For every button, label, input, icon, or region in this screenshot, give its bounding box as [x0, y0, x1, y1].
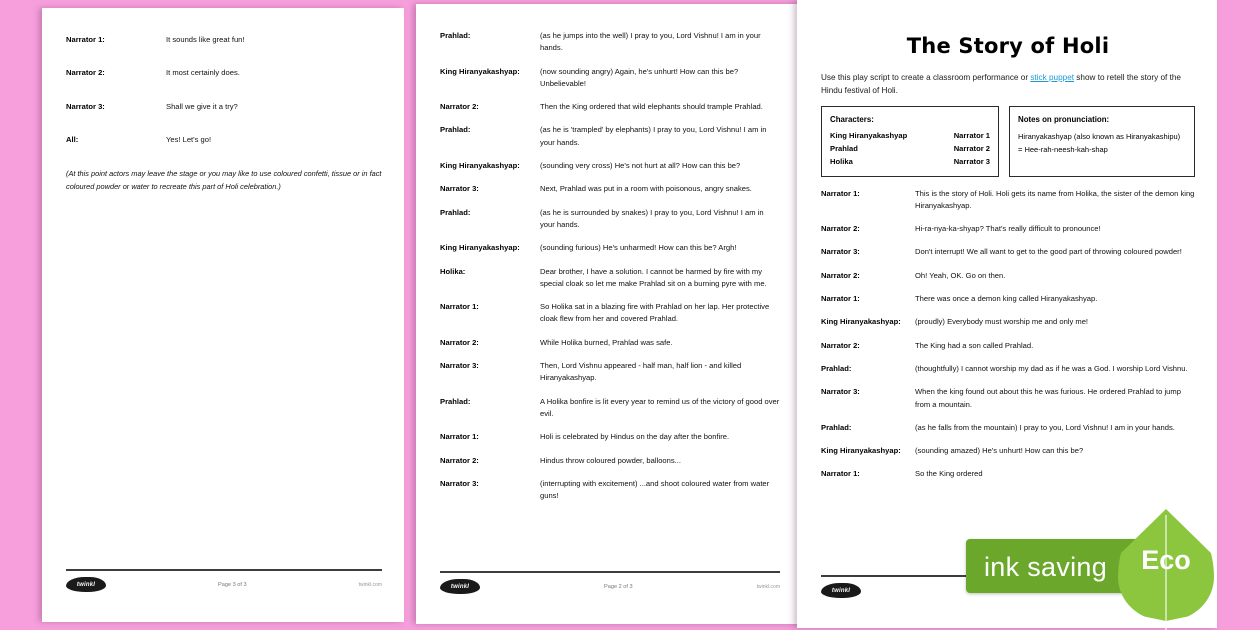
- characters-list: [830, 130, 990, 169]
- characters-box: [821, 106, 999, 176]
- info-box-row: [821, 106, 1195, 176]
- speaker-label: Narrator 3:: [440, 478, 479, 488]
- speaker-label: Narrator 3:: [66, 101, 105, 111]
- site-url: twinkl.com: [756, 583, 780, 590]
- twinkl-logo-icon: [821, 583, 861, 598]
- script-line: [66, 67, 382, 79]
- speech-text: (proudly) Everybody must worship me and only me!: [915, 317, 1089, 327]
- script-line: [440, 478, 780, 503]
- eco-badge-leaf-label: Eco: [1141, 545, 1191, 575]
- script-line: [821, 223, 1195, 235]
- speaker-label: Narrator 1:: [821, 188, 860, 198]
- speaker-label: Holika:: [440, 266, 466, 276]
- speech-text: Holi is celebrated by Hindus on the day after the bonfire.: [540, 432, 730, 442]
- speech-text: So Holika sat in a blazing fire with Prahlad on her lap. Her protective cloak flew from her and covered Prahlad.: [540, 302, 770, 324]
- script-line: [821, 188, 1195, 213]
- speech-text: Then, Lord Vishnu appeared - half man, half lion - and killed Hiranyakashyap.: [540, 361, 742, 383]
- script-line: [821, 363, 1195, 375]
- twinkl-logo-icon: [66, 577, 106, 592]
- script-line: [440, 360, 780, 385]
- script-line: [440, 242, 780, 254]
- site-url: twinkl.com: [358, 581, 382, 588]
- speaker-label: King Hiranyakashyap:: [821, 446, 901, 456]
- script-line: [66, 134, 382, 146]
- script-lines-page-1: [66, 34, 382, 146]
- script-line: [440, 396, 780, 421]
- script-line: [440, 124, 780, 149]
- leaf-icon: [1118, 509, 1214, 621]
- pronunciation-text: Hiranyakashyap (also known as Hiranyakashipu) = Hee-rah-neesh-kah-shap: [1018, 131, 1181, 154]
- speech-text: Shall we give it a try?: [166, 101, 238, 111]
- speaker-label: Narrator 3:: [821, 387, 860, 397]
- script-line: [440, 266, 780, 291]
- script-line: [66, 101, 382, 113]
- speaker-label: Narrator 2:: [440, 102, 479, 112]
- page-1-content: [42, 8, 404, 622]
- script-line: [821, 386, 1195, 411]
- speech-text: This is the story of Holi. Holi gets its name from Holika, the sister of the demon king Hiranyakashyap.: [915, 188, 1195, 210]
- script-line: [440, 455, 780, 467]
- speaker-label: Narrator 2:: [821, 340, 860, 350]
- speech-text: Next, Prahlad was put in a room with poisonous, angry snakes.: [540, 184, 752, 194]
- speaker-label: King Hiranyakashyap:: [821, 317, 901, 327]
- script-line: [440, 431, 780, 443]
- script-line: [821, 293, 1195, 305]
- speech-text: (sounding amazed) He's unhurt! How can this be?: [915, 446, 1084, 456]
- speech-text: When the king found out about this he was furious. He ordered Prahlad to jump from a mountain.: [915, 387, 1181, 409]
- logo-label: twinkl: [450, 583, 470, 590]
- script-line: [440, 30, 780, 55]
- speaker-label: King Hiranyakashyap:: [440, 66, 520, 76]
- character-row: [830, 143, 990, 156]
- characters-heading: Characters:: [830, 115, 874, 125]
- speaker-label: Narrator 2:: [821, 224, 860, 234]
- speech-text: (interrupting with excitement) ...and shoot coloured water from water guns!: [540, 478, 770, 501]
- speaker-label: Narrator 2:: [440, 337, 479, 347]
- script-line: [440, 101, 780, 113]
- speech-text: Then the King ordered that wild elephants should trample Prahlad.: [540, 102, 763, 112]
- speech-text: It sounds like great fun!: [166, 35, 245, 44]
- document-page-2[interactable]: [416, 4, 802, 624]
- script-line: [821, 270, 1195, 282]
- page-2-footer: [440, 571, 780, 594]
- document-page-1[interactable]: [42, 8, 404, 622]
- script-line: [440, 66, 780, 91]
- speaker-label: Narrator 3:: [440, 361, 479, 371]
- speaker-label: Prahlad:: [440, 125, 471, 135]
- ink-saving-eco-badge: [966, 531, 1228, 597]
- speech-text: Oh! Yeah, OK. Go on then.: [915, 270, 1006, 280]
- script-line: [821, 340, 1195, 352]
- speaker-label: Narrator 1:: [440, 302, 479, 312]
- speech-text: It most certainly does.: [166, 68, 240, 78]
- eco-badge-bar-label: ink saving: [984, 552, 1108, 582]
- speaker-label: Narrator 1:: [821, 469, 860, 479]
- pronunciation-box: [1009, 106, 1195, 176]
- speaker-label: Prahlad:: [440, 31, 471, 40]
- speech-text: (sounding very cross) He's not hurt at all? How can this be?: [540, 161, 741, 171]
- character-row: [830, 156, 990, 169]
- character-part: Narrator 3: [953, 156, 990, 166]
- character-name: King Hiranyakashyap: [830, 130, 908, 140]
- page-title: The Story of Holi: [906, 34, 1110, 58]
- speech-text: (as he jumps into the well) I pray to you, Lord Vishnu! I am in your hands.: [540, 31, 761, 53]
- speech-text: Dear brother, I have a solution. I cannot be harmed by fire with my special cloak so let me make Prahlad sit on a burning pyre with me.: [540, 266, 767, 288]
- script-line: [821, 468, 1195, 480]
- script-lines-page-2: [440, 30, 780, 502]
- speaker-label: Prahlad:: [821, 363, 852, 373]
- speaker-label: Narrator 1:: [821, 294, 860, 304]
- speaker-label: Narrator 3:: [821, 247, 860, 257]
- speech-text: Hindus throw coloured powder, balloons...: [540, 455, 681, 465]
- page-number: Page 2 of 3: [604, 583, 633, 590]
- speech-text: (sounding furious) He's unharmed! How can this be? Argh!: [540, 243, 737, 253]
- speech-text: (as he is surrounded by snakes) I pray to you, Lord Vishnu! I am in your hands.: [540, 207, 764, 229]
- script-line: [821, 422, 1195, 434]
- script-line: [440, 207, 780, 232]
- logo-label: twinkl: [831, 587, 851, 594]
- speaker-label: Narrator 2:: [440, 455, 479, 465]
- speech-text: (as he is 'trampled' by elephants) I pray to you, Lord Vishnu! I am in your hands.: [540, 125, 767, 147]
- script-line: [66, 34, 382, 46]
- speaker-label: All:: [66, 134, 79, 144]
- script-line: [821, 246, 1195, 258]
- script-line: [821, 445, 1195, 457]
- speech-text: (now sounding angry) Again, he's unhurt! How can this be? Unbelievable!: [540, 66, 739, 88]
- speaker-label: Narrator 3:: [440, 184, 479, 194]
- speech-text: Don't interrupt! We all want to get to the good part of throwing coloured powder!: [915, 247, 1182, 257]
- speaker-label: Narrator 2:: [66, 68, 105, 78]
- intro-text-before: Use this play script to create a classroom performance or: [821, 73, 1031, 82]
- script-line: [440, 160, 780, 172]
- script-lines-page-3: [821, 188, 1195, 481]
- script-line: [440, 337, 780, 349]
- intro-paragraph: [821, 72, 1195, 97]
- speaker-label: Prahlad:: [440, 207, 471, 217]
- speech-text: The King had a son called Prahlad.: [915, 340, 1034, 350]
- speaker-label: Narrator 2:: [821, 270, 860, 280]
- script-line: [440, 301, 780, 326]
- intro-text-after: show to retell the story of the Hindu festival of Holi.: [821, 73, 1181, 95]
- logo-label: twinkl: [76, 581, 96, 588]
- speech-text: Hi-ra-nya-ka-shyap? That's really difficult to pronounce!: [915, 224, 1101, 234]
- stage-direction: (At this point actors may leave the stage or you may like to use coloured confetti, tissue or in fact coloured powder or water to recreate this part of Holi celebration.): [66, 169, 382, 192]
- pronunciation-heading: Notes on pronunciation:: [1018, 115, 1110, 125]
- speech-text: There was once a demon king called Hiranyakashyap.: [915, 294, 1098, 304]
- page-number: Page 3 of 3: [218, 581, 247, 588]
- speaker-label: Prahlad:: [440, 396, 471, 406]
- script-line: [440, 183, 780, 195]
- speaker-label: King Hiranyakashyap:: [440, 161, 520, 171]
- speaker-label: Prahlad:: [821, 422, 852, 432]
- page-2-content: [416, 4, 802, 624]
- character-row: [830, 130, 990, 143]
- speaker-label: Narrator 1:: [66, 35, 105, 44]
- script-line: [821, 316, 1195, 328]
- character-name: Prahlad: [830, 143, 858, 153]
- speech-text: So the King ordered: [915, 469, 983, 479]
- speaker-label: King Hiranyakashyap:: [440, 243, 520, 253]
- stick-puppet-link[interactable]: stick puppet: [1030, 73, 1075, 82]
- speech-text: (as he falls from the mountain) I pray to you, Lord Vishnu! I am in your hands.: [915, 422, 1175, 432]
- page-1-footer: [66, 569, 382, 592]
- twinkl-logo-icon: [440, 579, 480, 594]
- character-part: Narrator 2: [953, 143, 990, 153]
- character-name: Holika: [830, 156, 853, 166]
- speech-text: Yes! Let's go!: [166, 134, 212, 144]
- speaker-label: Narrator 1:: [440, 432, 479, 442]
- speech-text: While Holika burned, Prahlad was safe.: [540, 337, 673, 347]
- speech-text: (thoughtfully) I cannot worship my dad as if he was a God. I worship Lord Vishnu.: [915, 363, 1188, 373]
- character-part: Narrator 1: [953, 130, 990, 140]
- speech-text: A Holika bonfire is lit every year to remind us of the victory of good over evil.: [540, 396, 780, 418]
